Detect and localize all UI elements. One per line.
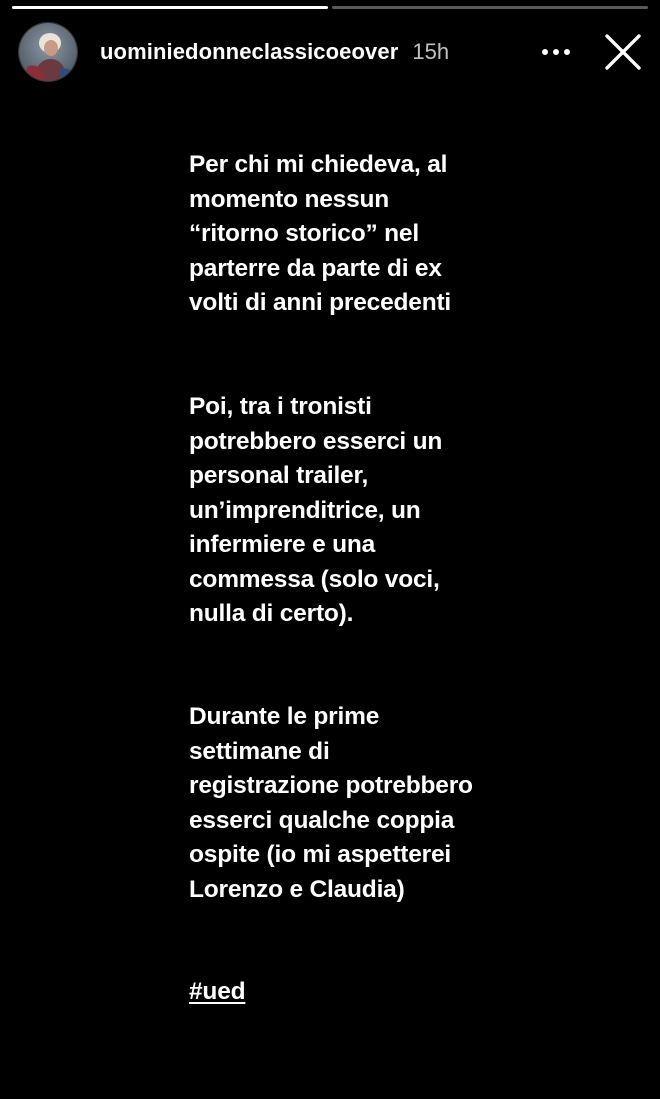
- avatar[interactable]: [18, 22, 78, 82]
- text-line: settimane di: [189, 737, 330, 765]
- text-line: Per chi mi chiedeva, al: [189, 151, 448, 178]
- hashtag-link[interactable]: #ued: [189, 978, 246, 1005]
- text-line: volti di anni precedenti: [189, 289, 452, 316]
- post-time: 15h: [412, 39, 450, 64]
- username[interactable]: uominiedonneclassicoeover: [100, 39, 399, 64]
- close-icon: [605, 34, 641, 70]
- text-line: personal trailer,: [189, 462, 369, 489]
- paragraph-2: [189, 390, 442, 632]
- text-line: Poi, tra i tronisti: [189, 393, 372, 420]
- paragraph-1: [189, 148, 451, 321]
- close-button[interactable]: [600, 29, 646, 75]
- text-line: “ritorno storico” nel: [189, 220, 419, 247]
- story-progress-segment: [12, 6, 328, 9]
- text-line: nulla di certo).: [189, 600, 354, 627]
- text-line: un’imprenditrice, un: [189, 496, 421, 524]
- more-horizontal-icon: [541, 48, 571, 56]
- paragraph-3: [189, 700, 473, 907]
- text-line: Durante le prime: [189, 703, 380, 730]
- text-line: esserci qualche coppia: [189, 806, 455, 834]
- text-line: infermiere e una: [189, 531, 376, 558]
- story-progress-segment: [332, 6, 648, 9]
- text-line: ospite (io mi aspetterei: [189, 841, 452, 868]
- avatar-image: [19, 23, 77, 81]
- story-progress-bar: [12, 6, 648, 9]
- more-options-button[interactable]: [534, 30, 578, 74]
- text-line: Lorenzo e Claudia): [189, 875, 405, 903]
- text-line: commessa (solo voci,: [189, 565, 440, 593]
- text-line: parterre da parte di ex: [189, 254, 442, 282]
- text-line: potrebbero esserci un: [189, 427, 443, 455]
- story-header: [18, 22, 646, 82]
- story-progress-fill: [12, 6, 328, 9]
- text-line: registrazione potrebbero: [189, 772, 473, 799]
- text-line: momento nessun: [189, 185, 390, 213]
